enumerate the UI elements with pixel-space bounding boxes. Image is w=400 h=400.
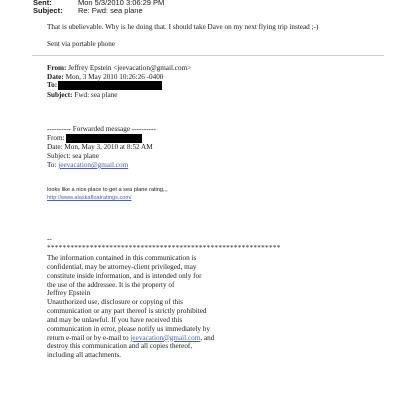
message-subject: [47, 91, 117, 100]
forwarded-from-label: From:: [47, 134, 65, 142]
forwarded-to: [47, 161, 128, 170]
footer-dashes: --: [47, 235, 52, 243]
forwarded-from: [47, 134, 65, 143]
sent-value: Mon 5/3/2010 3:06:29 PM: [78, 0, 165, 7]
disclaimer-line: Unauthorized use, disclosure or copying of this: [47, 298, 183, 307]
disclaimer-return-line: [47, 334, 214, 343]
disclaimer-line: including all attachments.: [47, 351, 122, 360]
reply-signature: Sent via portable phone: [47, 40, 116, 48]
message-to: [47, 81, 57, 90]
disclaimer-line: the use of the addressee. It is the property of: [47, 280, 175, 289]
forwarded-divider: ---------- Forwarded message ----------: [47, 125, 156, 133]
disclaimer-line: and may be unlawful. If you have received this: [47, 315, 183, 324]
return-suffix: , and: [200, 333, 215, 342]
disclaimer-line: communication in error, please notify us immediately by: [47, 324, 210, 333]
forwarded-link[interactable]: http://www.alaskafloatratings.com/: [47, 195, 132, 201]
forwarded-to-email[interactable]: jeevacation@gmail.com: [58, 161, 129, 169]
subject-value: Re: Fwd: sea plane: [78, 6, 143, 15]
from-value: Jeffrey Epstein <jeevacation@gmail.com>: [68, 64, 192, 72]
forwarded-to-label: To:: [47, 161, 57, 169]
redaction-box: [66, 134, 142, 143]
reply-body: That is ubelievable. Why is he doing that. I should take Dave on my next flying trip instead ;-): [47, 23, 319, 31]
subject-label: Subject:: [47, 91, 73, 99]
date-value: Mon, 3 May 2010 10:26:26 -0400: [65, 72, 164, 81]
disclaimer-line: destroy this communication and all copies thereof,: [47, 342, 193, 351]
forwarded-subject: Subject: sea plane: [47, 152, 99, 160]
message-from: [47, 64, 191, 73]
footer-stars: ************************************************************: [47, 244, 281, 252]
disclaimer-line: communication or any part thereof is strictly prohibited: [47, 307, 207, 316]
return-email[interactable]: jeevacation@gmail.com: [130, 333, 201, 342]
disclaimer-line: Jeffrey Epstein: [47, 289, 91, 298]
from-label: From:: [47, 64, 67, 72]
disclaimer: [47, 254, 214, 360]
subject-value: Fwd: sea plane: [74, 91, 118, 99]
return-prefix: return e-mail or by e-mail to: [47, 333, 131, 342]
subject-label: Subject:: [33, 6, 63, 15]
disclaimer-line: The information contained in this communication is: [47, 254, 197, 262]
separator-rule: [32, 55, 384, 56]
forwarded-body: looks like a nice place to get a sea plane rating,,,: [47, 187, 168, 193]
redaction-box: [58, 81, 162, 90]
disclaimer-line: confidential, may be attorney-client privileged, may: [47, 262, 197, 271]
disclaimer-line: constitute inside information, and is intended only for: [47, 271, 202, 280]
to-label: To:: [47, 81, 58, 89]
message-date: [47, 73, 163, 82]
sent-label: Sent:: [33, 0, 52, 7]
forwarded-date: Date: Mon, May 3, 2010 at 8:52 AM: [47, 143, 153, 151]
date-label: Date:: [47, 72, 64, 81]
